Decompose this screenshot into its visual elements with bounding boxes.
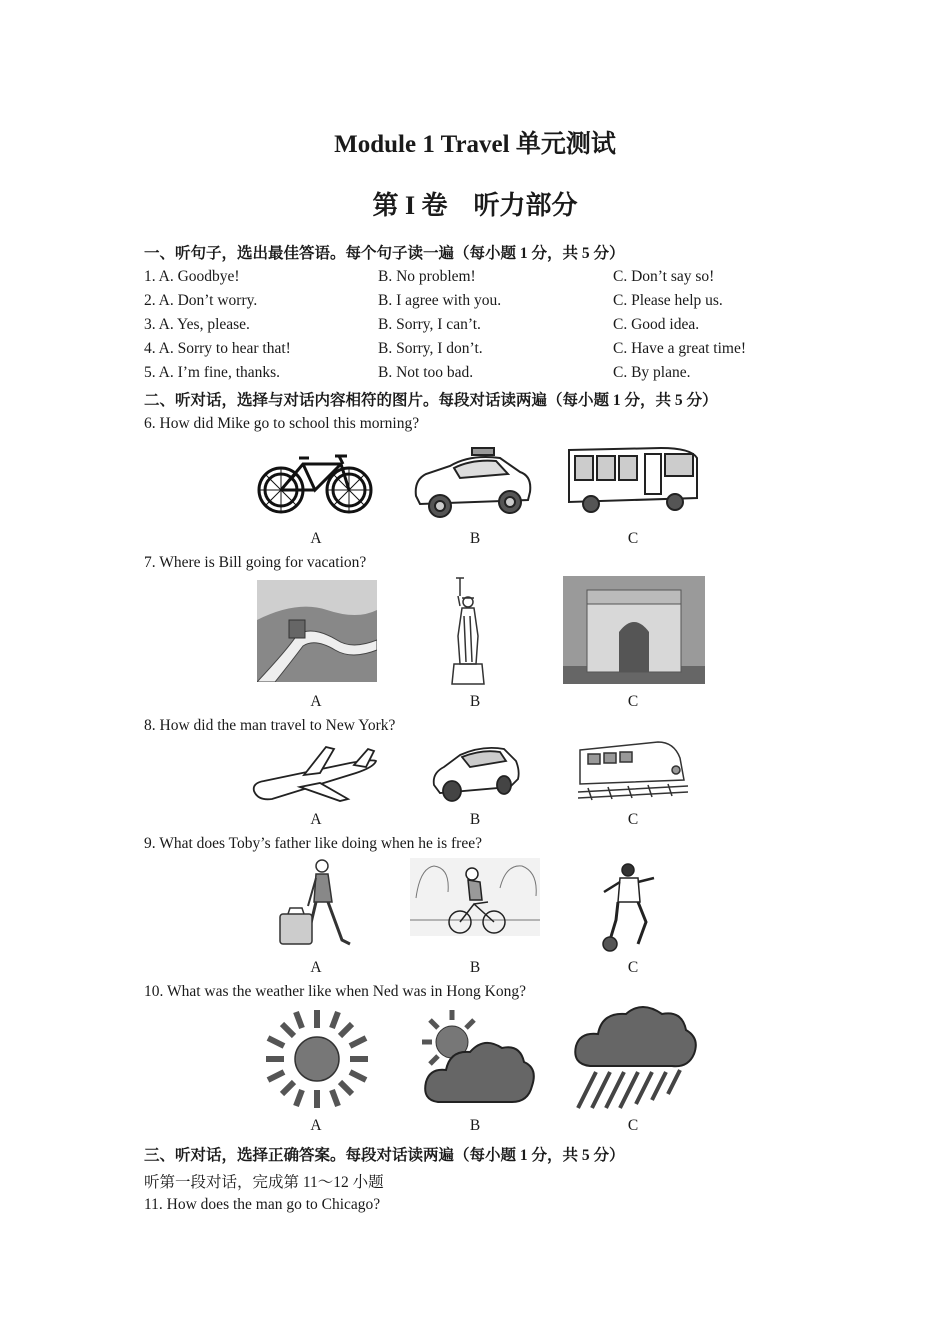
arc-de-triomphe-icon bbox=[563, 576, 705, 684]
q10-label-b: B bbox=[469, 1117, 481, 1134]
sunny-icon bbox=[262, 1006, 372, 1112]
q1-option-c: C. Don’t say so! bbox=[613, 268, 715, 285]
q5-option-a: 5. A. I’m fine, thanks. bbox=[144, 364, 281, 381]
traveler-icon bbox=[276, 858, 356, 953]
great-wall-icon bbox=[257, 580, 377, 682]
q4-option-a: 4. A. Sorry to hear that! bbox=[144, 340, 291, 357]
q10-label-a: A bbox=[310, 1117, 322, 1134]
bicycle-icon bbox=[255, 450, 375, 518]
q1-option-b: B. No problem! bbox=[378, 268, 476, 285]
page-subtitle: 第 I 卷 听力部分 bbox=[372, 191, 578, 220]
taxi-icon bbox=[410, 446, 535, 521]
q1-option-a: 1. A. Goodbye! bbox=[144, 268, 240, 285]
airplane-icon bbox=[250, 743, 380, 805]
q6-text: 6. How did Mike go to school this morning? bbox=[144, 415, 420, 432]
q8-text: 8. How did the man travel to New York? bbox=[144, 717, 396, 734]
q5-option-c: C. By plane. bbox=[613, 364, 691, 381]
q7-label-a: A bbox=[310, 693, 322, 710]
q2-option-a: 2. A. Don’t worry. bbox=[144, 292, 258, 309]
q10-text: 10. What was the weather like when Ned was in Hong Kong? bbox=[144, 983, 526, 1000]
q8-label-b: B bbox=[469, 811, 481, 828]
q8-label-c: C bbox=[627, 811, 639, 828]
q7-label-c: C bbox=[627, 693, 639, 710]
q9-label-a: A bbox=[310, 959, 322, 976]
part2-heading: 二、听对话，选择与对话内容相符的图片。每段对话读两遍（每小题 1 分，共 5 分） bbox=[144, 392, 718, 409]
partly-cloudy-icon bbox=[408, 1006, 540, 1106]
q6-label-a: A bbox=[310, 530, 322, 547]
part1-heading: 一、听句子，选出最佳答语。每个句子读一遍（每小题 1 分，共 5 分） bbox=[144, 245, 625, 262]
q2-option-c: C. Please help us. bbox=[613, 292, 723, 309]
q11-text: 11. How does the man go to Chicago? bbox=[144, 1196, 381, 1213]
q9-label-b: B bbox=[469, 959, 481, 976]
q4-option-b: B. Sorry, I don’t. bbox=[378, 340, 483, 357]
rainy-icon bbox=[568, 1004, 700, 1112]
q9-label-c: C bbox=[627, 959, 639, 976]
q6-label-b: B bbox=[469, 530, 481, 547]
q2-option-b: B. I agree with you. bbox=[378, 292, 502, 309]
q4-option-c: C. Have a great time! bbox=[613, 340, 746, 357]
q6-label-c: C bbox=[627, 530, 639, 547]
q3-option-b: B. Sorry, I can’t. bbox=[378, 316, 481, 333]
q8-label-a: A bbox=[310, 811, 322, 828]
football-player-icon bbox=[598, 862, 668, 952]
car-icon bbox=[430, 743, 522, 803]
q9-text: 9. What does Toby’s father like doing when he is free? bbox=[144, 835, 482, 852]
page-title: Module 1 Travel 单元测试 bbox=[334, 131, 616, 158]
train-icon bbox=[578, 740, 690, 806]
part3-intro: 听第一段对话，完成第 11～12 小题 bbox=[144, 1174, 384, 1191]
q3-option-a: 3. A. Yes, please. bbox=[144, 316, 250, 333]
q3-option-c: C. Good idea. bbox=[613, 316, 700, 333]
q7-label-b: B bbox=[469, 693, 481, 710]
q7-text: 7. Where is Bill going for vacation? bbox=[144, 554, 367, 571]
q10-label-c: C bbox=[627, 1117, 639, 1134]
part3-heading: 三、听对话，选择正确答案。每段对话读两遍（每小题 1 分，共 5 分） bbox=[144, 1147, 625, 1164]
statue-of-liberty-icon bbox=[448, 576, 492, 686]
q5-option-b: B. Not too bad. bbox=[378, 364, 474, 381]
bus-icon bbox=[565, 444, 700, 514]
cyclist-icon bbox=[410, 858, 540, 936]
